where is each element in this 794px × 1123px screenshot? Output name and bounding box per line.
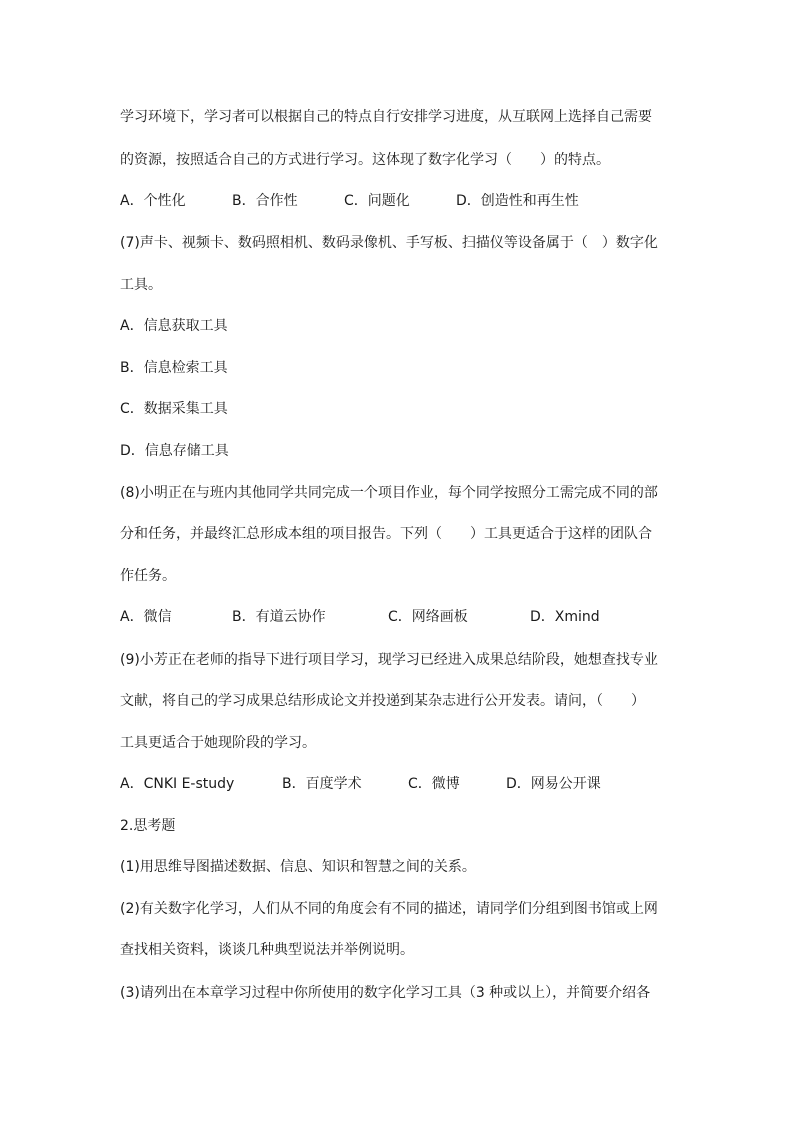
question-9-text: 文献，将自己的学习成果总结形成论文并投递到某杂志进行公开发表。请问，（ ） <box>120 693 645 709</box>
option-b: B．合作性 <box>232 193 298 209</box>
option-d: D．Xmind <box>530 609 600 625</box>
thinking-question-2: 查找相关资料，谈谈几种典型说法并举例说明。 <box>120 942 414 958</box>
q7-option-a: A．信息获取工具 <box>120 318 228 334</box>
question-8-text: 分和任务，并最终汇总形成本组的项目报告。下列（ ）工具更适合于这样的团队合 <box>120 526 652 542</box>
question-9-text: (9)小芳正在老师的指导下进行项目学习，现学习已经进入成果总结阶段，她想查找专业 <box>120 652 658 668</box>
option-b: B．百度学术 <box>282 776 362 792</box>
option-d: D．网易公开课 <box>506 776 601 792</box>
section-heading: 2.思考题 <box>120 818 176 834</box>
thinking-question-2: (2)有关数字化学习，人们从不同的角度会有不同的描述，请同学们分组到图书馆或上网 <box>120 901 658 917</box>
option-d: D．创造性和再生性 <box>456 193 579 209</box>
option-c: C．问题化 <box>344 193 410 209</box>
options-row <box>120 607 680 627</box>
option-c: C．网络画板 <box>388 609 468 625</box>
question-text: 的资源，按照适合自己的方式进行学习。这体现了数字化学习（ ）的特点。 <box>120 152 610 168</box>
question-7-text: 工具。 <box>120 277 162 293</box>
question-9-text: 工具更适合于她现阶段的学习。 <box>120 735 316 751</box>
question-8-text: (8)小明正在与班内其他同学共同完成一个项目作业，每个同学按照分工需完成不同的部 <box>120 485 658 501</box>
thinking-question-3: (3)请列出在本章学习过程中你所使用的数字化学习工具（3 种或以上），并简要介绍各 <box>120 985 651 1001</box>
q7-option-b: B．信息检索工具 <box>120 360 228 376</box>
option-b: B．有道云协作 <box>232 609 326 625</box>
question-8-text: 作任务。 <box>120 568 176 584</box>
question-7-text: (7)声卡、视频卡、数码照相机、数码录像机、手写板、扫描仪等设备属于（ ）数字化 <box>120 235 658 251</box>
q7-option-c: C．数据采集工具 <box>120 401 228 417</box>
option-a: A．个性化 <box>120 193 186 209</box>
question-text: 学习环境下，学习者可以根据自己的特点自行安排学习进度，从互联网上选择自己需要 <box>120 109 652 125</box>
options-row <box>120 191 680 211</box>
option-a: A．微信 <box>120 609 172 625</box>
options-row <box>120 774 680 794</box>
option-c: C．微博 <box>408 776 460 792</box>
q7-option-d: D．信息存储工具 <box>120 443 229 459</box>
option-a: A．CNKI E-study <box>120 776 235 792</box>
thinking-question-1: (1)用思维导图描述数据、信息、知识和智慧之间的关系。 <box>120 859 476 875</box>
